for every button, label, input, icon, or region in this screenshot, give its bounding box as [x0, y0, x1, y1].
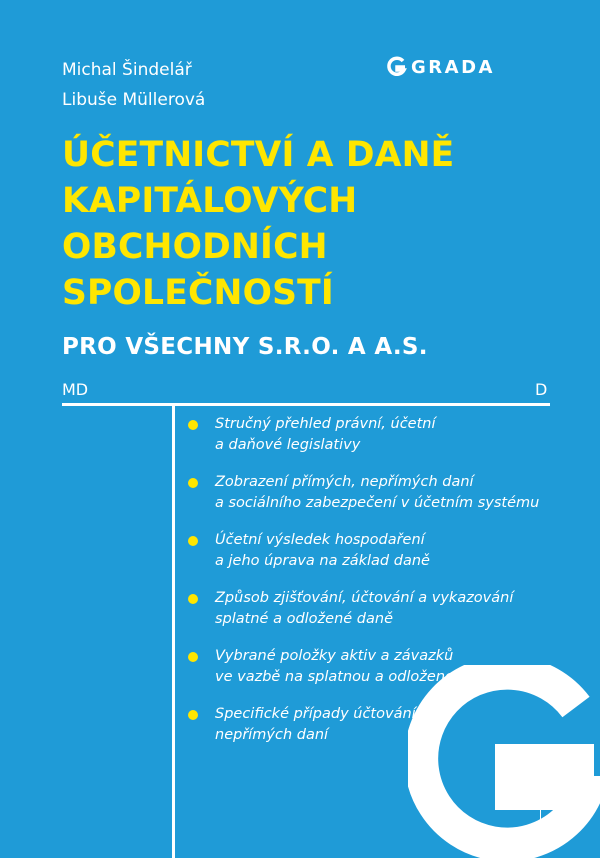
title-line: SPOLEČNOSTÍ — [62, 273, 334, 313]
title-line: ÚČETNICTVÍ A DANĚ — [62, 135, 455, 175]
mini-d-label: D — [551, 797, 556, 803]
feature-item — [188, 704, 588, 762]
book-subtitle: PRO VŠECHNY S.R.O. A A.S. — [62, 334, 428, 360]
yellow-dot-icon — [188, 594, 198, 604]
feature-item — [188, 530, 588, 588]
grada-logo-icon — [385, 56, 407, 78]
mini-md-label: MD — [527, 797, 537, 803]
t-account-horizontal-line — [62, 403, 550, 406]
mini-t-account-logo — [527, 797, 557, 827]
feature-list — [188, 414, 588, 762]
feature-text: Účetní výsledek hospodaření a jeho úprava na základ daně — [215, 532, 430, 569]
feature-item — [188, 414, 588, 472]
feature-item — [188, 472, 588, 530]
yellow-dot-icon — [188, 710, 198, 720]
feature-text: Zobrazení přímých, nepřímých daní a sociálního zabezpečení v účetním systému — [215, 474, 540, 511]
mini-vertical-line — [540, 805, 541, 825]
publisher-logo — [385, 56, 495, 78]
title-line: OBCHODNÍCH — [62, 227, 328, 267]
mini-horizontal-line — [527, 805, 555, 806]
publisher-name: GRADA — [411, 56, 495, 78]
yellow-dot-icon — [188, 478, 198, 488]
author-name: Libuše Müllerová — [62, 90, 206, 110]
feature-text: Specifické případy účtování nepřímých daní — [215, 706, 416, 743]
t-account-vertical-line — [172, 403, 175, 858]
yellow-dot-icon — [188, 420, 198, 430]
title-line: KAPITÁLOVÝCH — [62, 181, 358, 221]
author-name: Michal Šindelář — [62, 60, 192, 80]
t-account-md-label: MD — [62, 380, 89, 399]
feature-item — [188, 646, 588, 704]
authors — [62, 55, 205, 115]
feature-item — [188, 588, 588, 646]
yellow-dot-icon — [188, 536, 198, 546]
feature-text: Stručný přehled právní, účetní a daňové legislativy — [215, 416, 436, 453]
book-title — [62, 132, 454, 316]
feature-text: Vybrané položky aktiv a závazků ve vazbě na splatnou a odloženou daň — [215, 648, 495, 685]
t-account-d-label: D — [535, 380, 548, 399]
yellow-dot-icon — [188, 652, 198, 662]
feature-text: Způsob zjišťování, účtování a vykazování splatné a odložené daně — [215, 590, 514, 627]
